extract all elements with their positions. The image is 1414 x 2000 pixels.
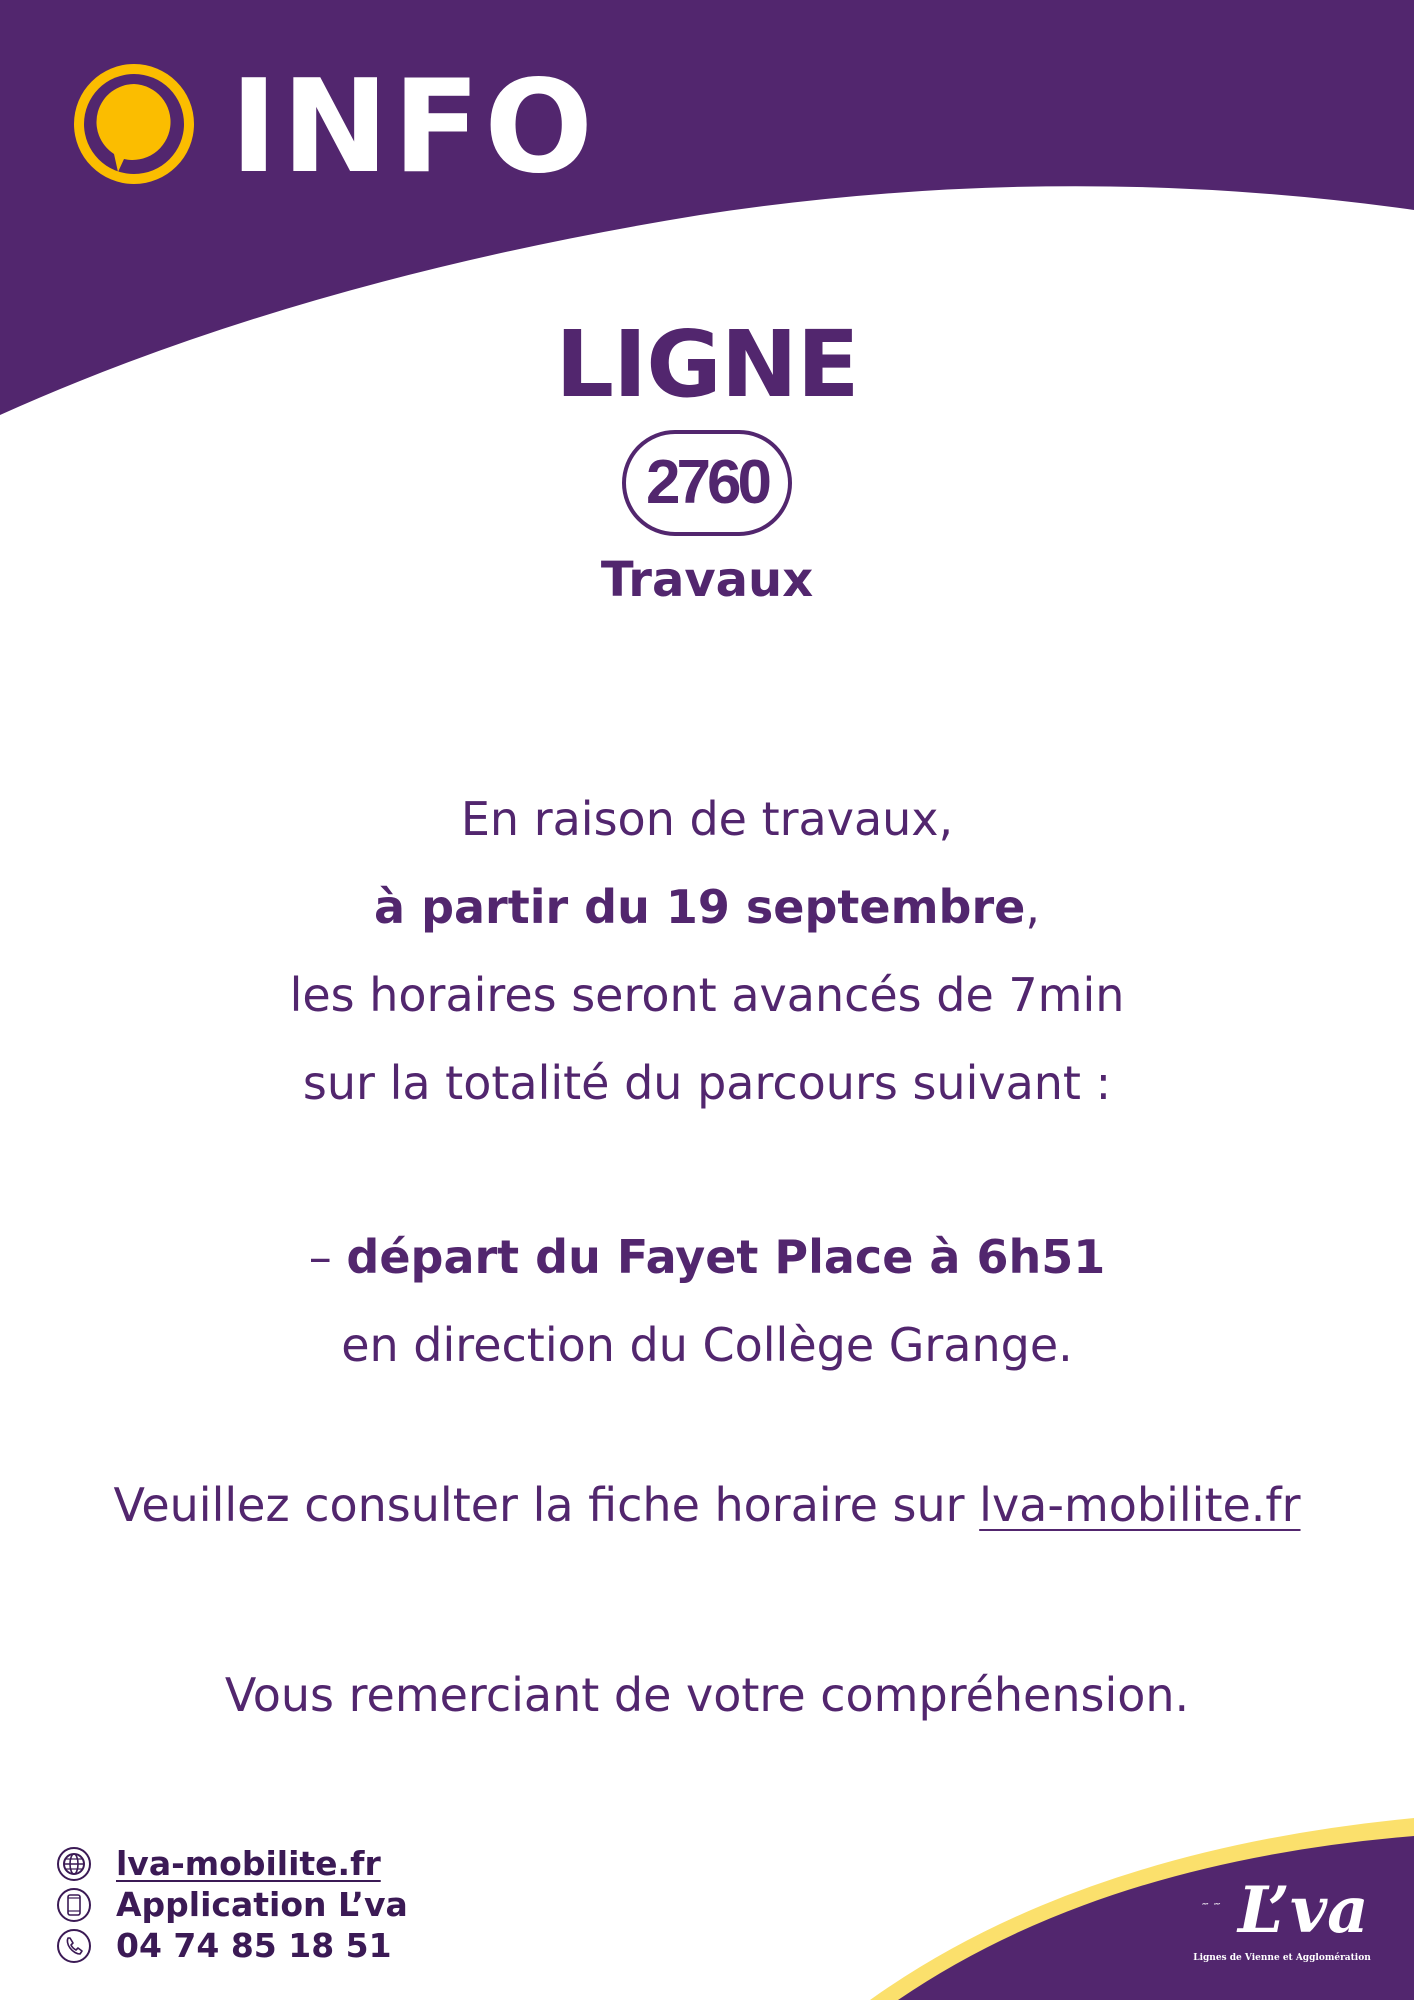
message-line-4: sur la totalité du parcours suivant : (302, 1056, 1112, 1110)
info-title: INFO (230, 53, 597, 202)
globe-icon (56, 1846, 92, 1882)
contact-website-text[interactable]: lva-mobilite.fr (116, 1844, 381, 1883)
contact-phone[interactable] (56, 1925, 616, 1966)
brand-logo (1190, 1873, 1390, 1968)
contact-phone-text[interactable]: 04 74 85 18 51 (116, 1926, 392, 1965)
website-link[interactable]: lva-mobilite.fr (979, 1478, 1301, 1532)
start-date: à partir du 19 septembre (374, 880, 1026, 934)
mobile-phone-icon (56, 1887, 92, 1923)
notice-message (40, 775, 1374, 1739)
brand-tagline: Lignes de Vienne et Agglomération (1193, 1953, 1371, 1963)
line-block (0, 310, 1414, 612)
departure-prefix: – (308, 1230, 347, 1284)
line-number-badge: 2760 (622, 430, 792, 536)
consult-text: Veuillez consulter la fiche horaire sur (113, 1478, 980, 1532)
message-line-3: les horaires seront avancés de 7min (289, 968, 1125, 1022)
line-label: LIGNE (555, 311, 859, 418)
contact-app[interactable] (56, 1884, 616, 1925)
message-line-1: En raison de travaux, (460, 792, 954, 846)
info-header (0, 0, 1414, 240)
message-line-5 (40, 1213, 1374, 1301)
message-line-8: Vous remerciant de votre compréhension. (224, 1668, 1190, 1722)
brand-decoration: ⁗ ⁗ (1202, 1902, 1222, 1913)
brand-wordmark: L’va (1238, 1873, 1369, 1948)
line-subject: Travaux (600, 552, 814, 608)
contact-list (56, 1843, 616, 1966)
message-line-7 (40, 1461, 1374, 1549)
speech-bubble-icon (66, 58, 202, 198)
contact-app-text[interactable]: Application L’va (116, 1885, 408, 1924)
telephone-icon (56, 1928, 92, 1964)
message-line-6: en direction du Collège Grange. (341, 1318, 1073, 1372)
message-line-2 (40, 863, 1374, 951)
contact-website[interactable] (56, 1843, 616, 1884)
message-line-2-rest: , (1025, 880, 1040, 934)
departure-detail: départ du Fayet Place à 6h51 (346, 1230, 1106, 1284)
